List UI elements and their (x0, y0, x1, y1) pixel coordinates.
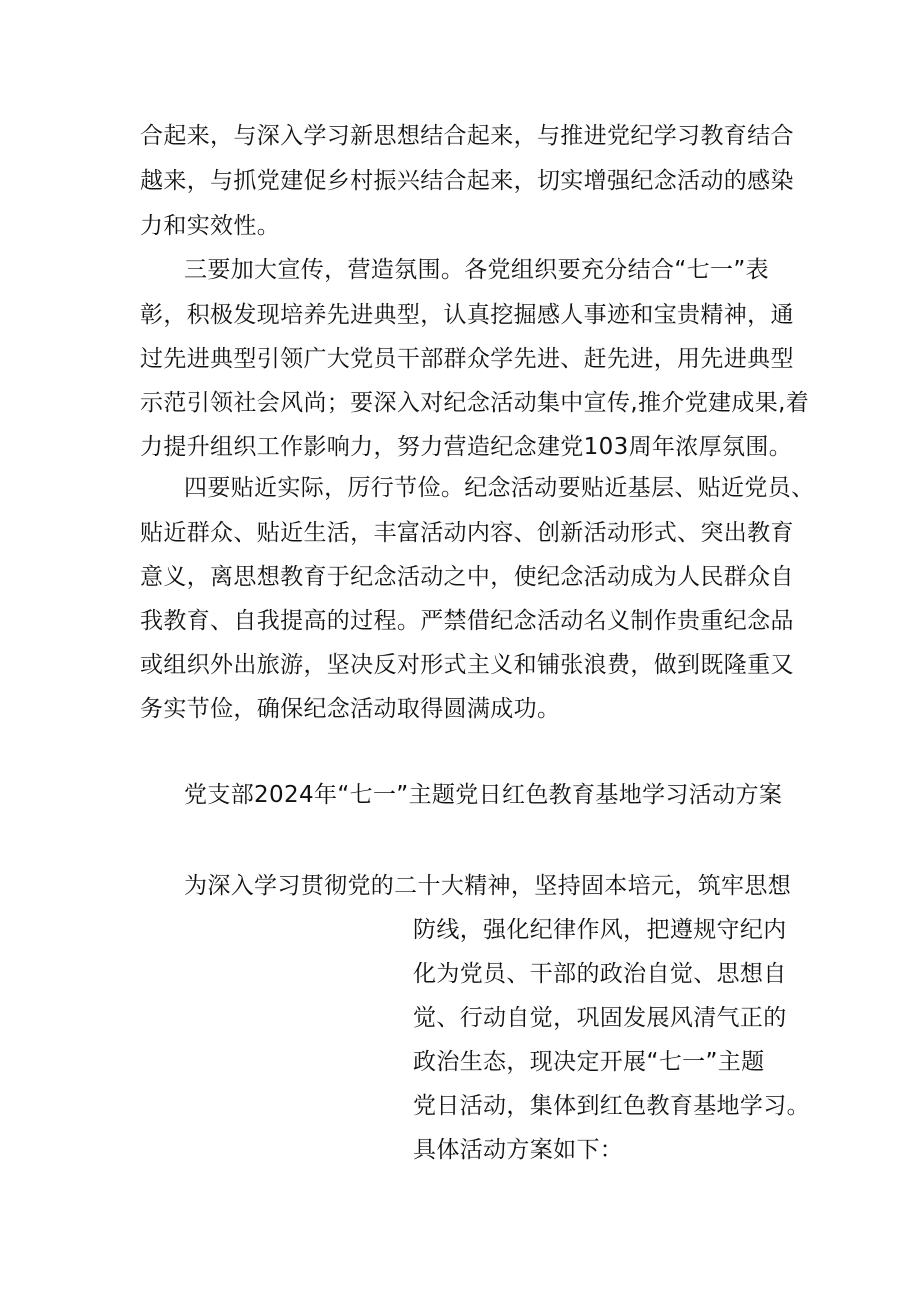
paragraph-1-line-2: 越来，与抓党建促乡村振兴结合起来，切实增强纪念活动的感染 (140, 168, 794, 194)
paragraph-3-line-4: 我教育、自我提高的过程。严禁借纪念活动名义制作贵重纪念品 (140, 608, 794, 634)
paragraph-3-line-5: 或组织外出旅游，坚决反对形式主义和铺张浪费，做到既隆重又 (140, 652, 794, 678)
paragraph-1-line-3: 力和实效性。 (140, 213, 281, 239)
paragraph-3-line-2: 贴近群众、贴近生活，丰富活动内容、创新活动形式、突出教育 (140, 520, 794, 546)
intro-line-6: 党日活动，集体到红色教育基地学习。 (413, 1093, 810, 1119)
paragraph-2-line-1: 三要加大宣传，营造氛围。各党组织要充分结合“七一”表 (184, 257, 769, 283)
paragraph-3-line-1: 四要贴近实际，厉行节俭。纪念活动要贴近基层、贴近党员、 (184, 475, 815, 501)
paragraph-3-line-3: 意义，离思想教育于纪念活动之中，使纪念活动成为人民群众自 (140, 564, 794, 590)
paragraph-2-line-3: 过先进典型引领广大党员干部群众学先进、赶先进，用先进典型 (140, 346, 794, 372)
intro-line-1: 为深入学习贯彻党的二十大精神，坚持固本培元，筑牢思想 (184, 873, 792, 899)
intro-line-2: 防线，强化纪律作风，把遵规守纪内 (413, 917, 787, 943)
paragraph-3-line-6: 务实节俭，确保纪念活动取得圆满成功。 (140, 696, 561, 722)
intro-line-3: 化为党员、干部的政治自觉、思想自 (413, 961, 787, 987)
paragraph-2-line-5: 力提升组织工作影响力，努力营造纪念建党103周年浓厚氛围。 (140, 434, 793, 460)
paragraph-1-line-1: 合起来，与深入学习新思想结合起来，与推进党纪学习教育结合 (140, 123, 794, 149)
document-heading: 党支部2024年“七一”主题党日红色教育基地学习活动方案 (184, 782, 783, 808)
paragraph-2-line-4: 示范引领社会风尚；要深入对纪念活动集中宣传,推介党建成果,着 (140, 390, 810, 416)
intro-line-5: 政治生态，现决定开展“七一”主题 (413, 1049, 765, 1075)
intro-line-7: 具体活动方案如下： (413, 1137, 624, 1163)
paragraph-2-line-2: 彰，积极发现培养先进典型，认真挖掘感人事迹和宝贵精神，通 (140, 302, 794, 328)
intro-line-4: 觉、行动自觉，巩固发展风清气正的 (413, 1005, 787, 1031)
